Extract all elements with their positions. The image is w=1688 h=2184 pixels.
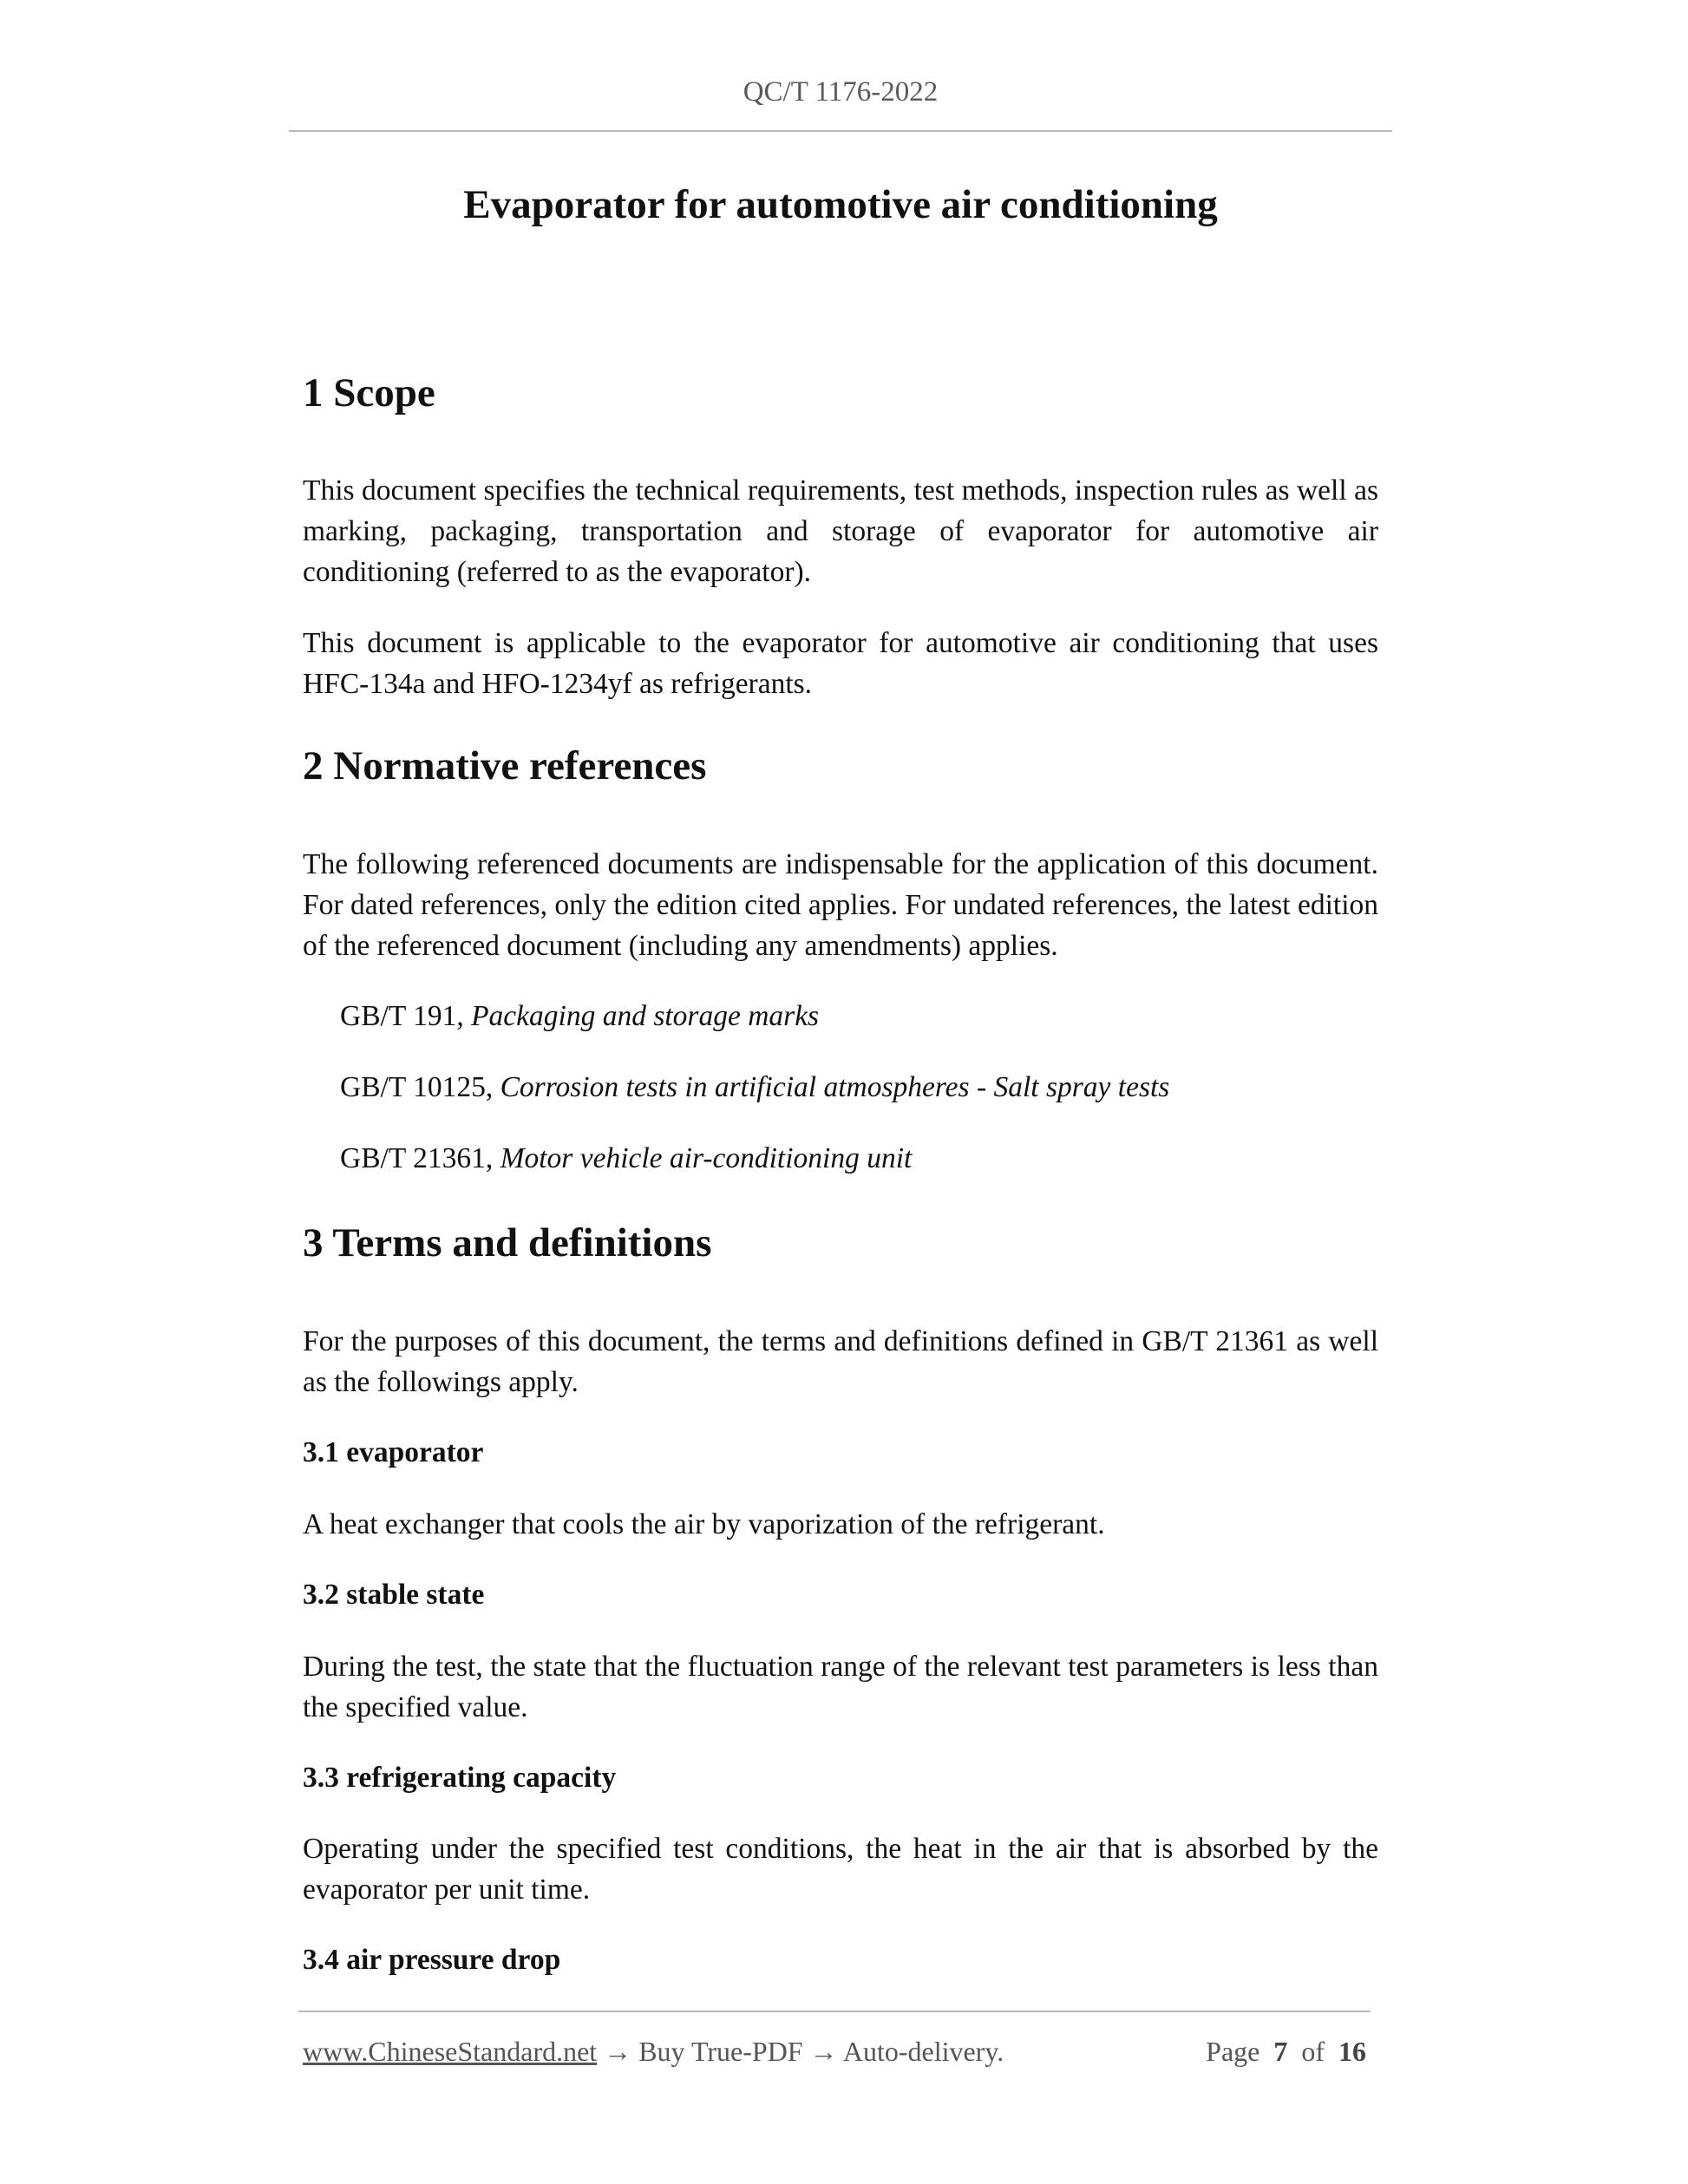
normative-paragraph: The following referenced documents are indispensable for the application of this document. For dated references, only the edition cited applies. For undated references, the latest edition of the referenced document (including any amendments) applies. <box>303 848 1378 962</box>
website-link[interactable]: www.ChineseStandard.net <box>303 2036 598 2067</box>
term-heading: 3.1 evaporator <box>303 1436 484 1468</box>
term-heading: 3.3 refrigerating capacity <box>303 1762 617 1794</box>
scope-paragraph-1: This document specifies the technical requirements, test methods, inspection rules as well as marking, packaging, transportation and storage of evaporator for automotive air conditioning (referred to as the evaporator). <box>303 474 1378 588</box>
terms-intro-paragraph: For the purposes of this document, the terms and definitions defined in GB/T 21361 as well as the followings apply. <box>303 1325 1378 1398</box>
scope-paragraph-2: This document is applicable to the evaporator for automotive air conditioning that uses HFC-134a and HFO-1234yf as refrigerants. <box>303 627 1378 700</box>
reference-item <box>340 1138 912 1179</box>
term-heading: 3.2 stable state <box>303 1579 485 1611</box>
page-current: 7 <box>1273 2036 1288 2067</box>
footer-promo <box>303 2035 1004 2068</box>
reference-title: Packaging and storage marks <box>471 1000 820 1032</box>
footer-promo-text: → Buy True-PDF → Auto-delivery. <box>597 2036 1004 2067</box>
reference-code: GB/T 21361, <box>340 1142 501 1174</box>
document-code: QC/T 1176-2022 <box>743 76 939 108</box>
term-definition: Operating under the specified test conditions, the heat in the air that is absorbed by the evaporator per unit time. <box>303 1833 1378 1906</box>
reference-title: Corrosion tests in artificial atmospheres - Salt spray tests <box>500 1071 1170 1103</box>
reference-code: GB/T 10125, <box>340 1071 501 1103</box>
page-header <box>289 71 1392 132</box>
section-heading-terms-and-definitions: 3 Terms and definitions <box>303 1220 712 1265</box>
term-heading: 3.4 air pressure drop <box>303 1944 561 1976</box>
footer-divider <box>298 2011 1371 2012</box>
document-title: Evaporator for automotive air conditioning <box>463 182 1218 227</box>
reference-item <box>340 1067 1169 1108</box>
reference-item <box>340 996 819 1036</box>
reference-code: GB/T 191, <box>340 1000 472 1032</box>
section-heading-scope: 1 Scope <box>303 370 435 415</box>
page-total: 16 <box>1338 2036 1366 2067</box>
term-definition: A heat exchanger that cools the air by vaporization of the refrigerant. <box>303 1508 1105 1540</box>
term-definition: During the test, the state that the fluctuation range of the relevant test parameters is less than the specified value. <box>303 1651 1378 1723</box>
reference-title: Motor vehicle air-conditioning unit <box>500 1142 913 1174</box>
page-indicator <box>1206 2035 1366 2068</box>
page-of-label: of <box>1301 2036 1325 2067</box>
page-label: Page <box>1206 2036 1260 2067</box>
section-heading-normative-references: 2 Normative references <box>303 743 707 788</box>
